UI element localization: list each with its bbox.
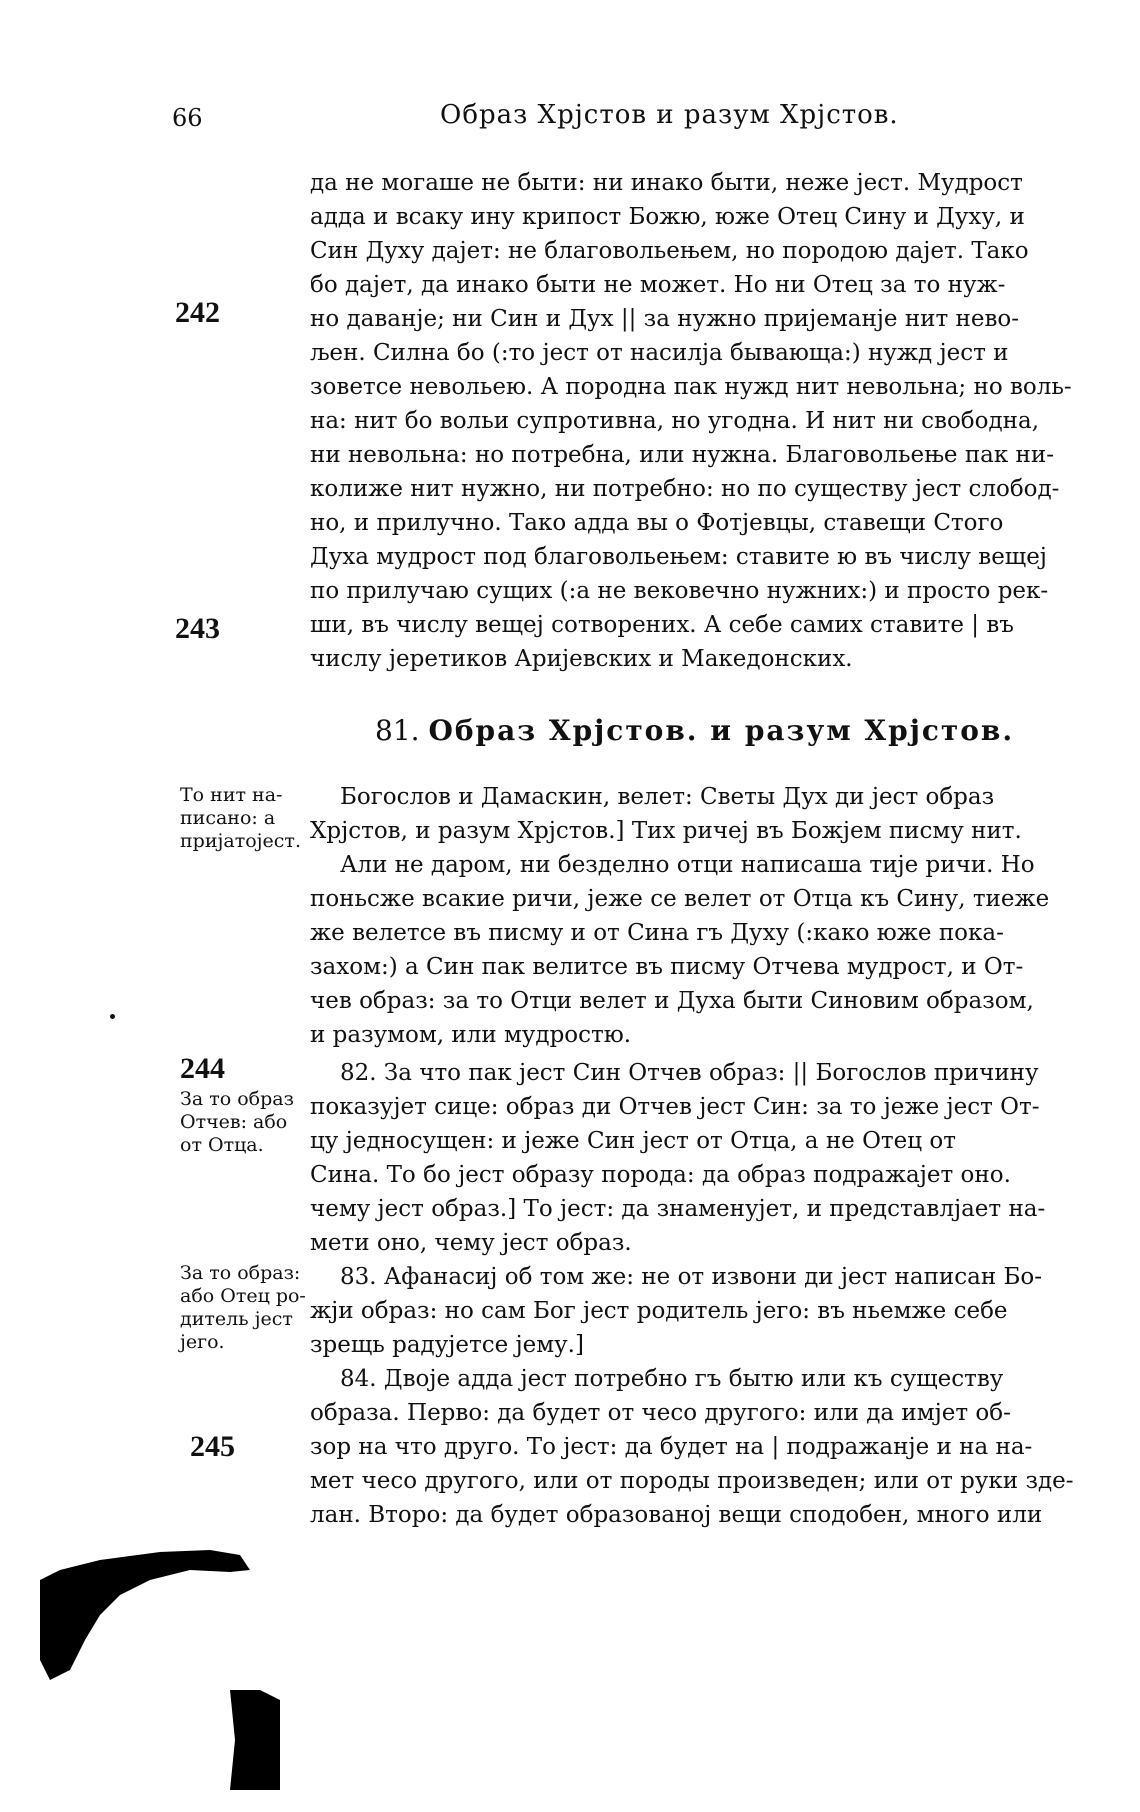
ink-stain-blob <box>230 1690 280 1790</box>
text-line: Хрјстов, и разум Хрјстов.] Тих ричеј въ Божјем писму нит. <box>310 818 1022 844</box>
margin-note: За то образ: або Отец ро- дитель јест јего. <box>180 1262 306 1353</box>
text-line: адда и всаку ину крипост Божю, юже Отец Сину и Духу, и <box>310 204 1025 230</box>
text-line: 84. Двоје адда јест потребно гъ бытю или къ существу <box>340 1366 1004 1392</box>
text-line: Али не даром, ни безделно отци написаша тије ричи. Но <box>340 852 1035 878</box>
text-line: 83. Афанасиј об том же: не от извони ди јест написан Бо- <box>340 1264 1043 1290</box>
margin-number: 243 <box>175 612 220 645</box>
text-line: мети оно, чему јест образ. <box>310 1230 632 1256</box>
ink-stain-graphic <box>40 1540 280 1800</box>
text-line: же велетсе въ писму и от Сина гъ Духу (:како юже пока- <box>310 920 1004 946</box>
text-line: захом:) а Син пак велитсе въ писму Отчева мудрост, и От- <box>310 954 1024 980</box>
text-line: ши, въ числу вещеј сотворених. А себе самих ставите | въ <box>310 612 1014 638</box>
section-number: 81. <box>375 714 420 747</box>
margin-number: 244 <box>180 1052 225 1085</box>
text-line: лан. Второ: да будет образованој вещи сподобен, много или <box>310 1502 1043 1528</box>
text-line: образа. Перво: да будет от чесо другого: или да имјет об- <box>310 1400 1011 1426</box>
text-line: чему јест образ.] То јест: да знаменујет, и представлјает на- <box>310 1196 1046 1222</box>
text-line: показујет сице: образ ди Отчев јест Син: за то јеже јест От- <box>310 1094 1040 1120</box>
ink-speck <box>110 1014 115 1019</box>
margin-note: За то образ Отчев: або от Отца. <box>180 1088 294 1156</box>
text-line: да не могаше не быти: ни инако быти, неже јест. Мудрост <box>310 170 1023 196</box>
text-line: по прилучаю сущих (:а не вековечно нужних:) и просто рек- <box>310 578 1049 604</box>
section-heading <box>375 714 1014 747</box>
text-line: на: нит бо вольи супротивна, но угодна. И нит ни свободна, <box>310 408 1040 434</box>
text-line: Духа мудрост под благовольењем: ставите ю въ числу вещеј <box>310 544 1047 570</box>
text-line: Син Духу дајет: не благовольењем, но породою дајет. Тако <box>310 238 1029 264</box>
text-line: но, и прилучно. Тако адда вы о Фотјевцы, ставещи Стого <box>310 510 1004 536</box>
text-line: Сина. То бо јест образу порода: да образ подражајет оно. <box>310 1162 1011 1188</box>
text-line: числу јеретиков Аријевских и Македонских. <box>310 646 853 672</box>
section-title: Образ Хрјстов. и разум Хрјстов. <box>428 714 1015 747</box>
text-line: жји образ: но сам Бог јест родитель јего: въ ньемже себе <box>310 1298 1008 1324</box>
margin-note: То нит на- писано: а пријатојест. <box>180 784 301 852</box>
text-line: цу једносущен: и јеже Син јест от Отца, а не Отец от <box>310 1128 956 1154</box>
page-number: 66 <box>172 104 203 132</box>
margin-number: 245 <box>190 1430 235 1463</box>
margin-number: 242 <box>175 296 220 329</box>
text-line: ни невольна: но потребна, или нужна. Благовольење пак ни- <box>310 442 1054 468</box>
running-title: Образ Хрјстов и разум Хрјстов. <box>440 100 899 130</box>
text-line: зоветсе невольею. А породна пак нужд нит невольна; но воль- <box>310 374 1072 400</box>
text-line: чев образ: за то Отци велет и Духа быти Синовим образом, <box>310 988 1034 1014</box>
text-line: Богослов и Дамаскин, велет: Светы Дух ди јест образ <box>340 784 995 810</box>
ink-stain-arc <box>40 1550 250 1680</box>
text-line: мет чесо другого, или от породы произведен; или от руки зде- <box>310 1468 1074 1494</box>
text-line: колиже нит нужно, ни потребно: но по существу јест слобод- <box>310 476 1060 502</box>
text-line: и разумом, или мудростю. <box>310 1022 632 1048</box>
text-line: 82. За что пак јест Син Отчев образ: || Богослов причину <box>340 1060 1039 1086</box>
text-line: зор на что друго. То јест: да будет на | подражанје и на на- <box>310 1434 1033 1460</box>
text-line: бо дајет, да инако быти не может. Но ни Отец за то нуж- <box>310 272 1006 298</box>
text-line: зрещь радујетсе јему.] <box>310 1332 584 1358</box>
text-line: поньсже всакие ричи, јеже се велет от Отца къ Сину, тиеже <box>310 886 1050 912</box>
text-line: љен. Силна бо (:то јест от насилја бывающа:) нужд јест и <box>310 340 1009 366</box>
text-line: но даванје; ни Син и Дух || за нужно пријеманје нит нево- <box>310 306 1020 332</box>
